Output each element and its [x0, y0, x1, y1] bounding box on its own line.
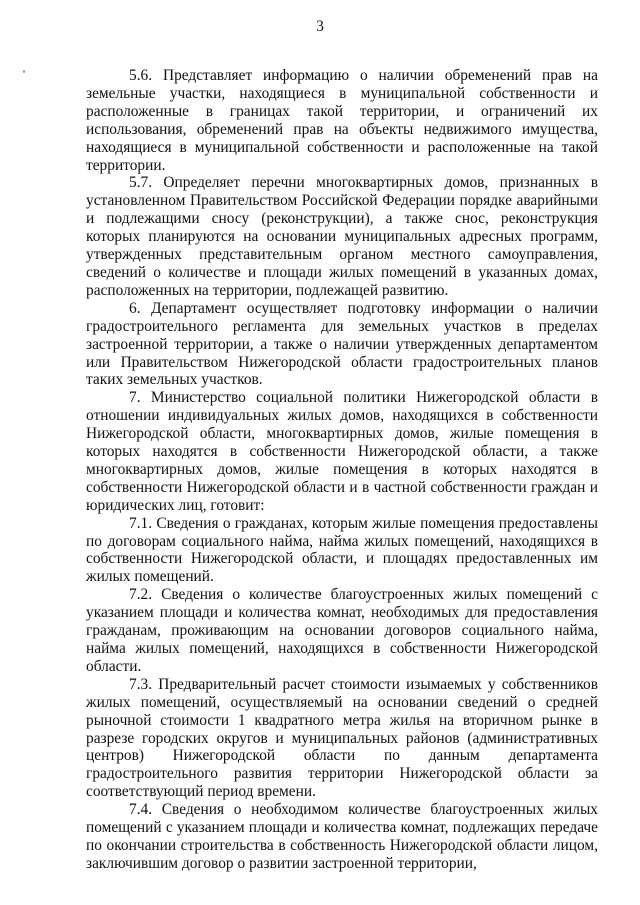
paragraph-5-6: 5.6. Представляет информацию о наличии обременений прав на земельные участки, находящиеся в муниципальной собственности и расположенные в границах такой территории, и ограничений их использования, обременений прав на объекты недвижимого имущества, находящиеся в муниципальной собственности и расположенные на такой территории.	[86, 67, 598, 174]
paragraph-7: 7. Министерство социальной политики Нижегородской области в отношении индивидуальных жилых домов, находящихся в собственности Нижегородской области, многоквартирных домов, жилые помещения в которых находятся в собственности Нижегородской области, а также многоквартирных домов, жилые помещения в которых находятся в собственности Нижегородской области и в частной собственности граждан и юридических лиц, готовит:	[86, 389, 598, 514]
document-body	[86, 67, 598, 873]
paragraph-7-2: 7.2. Сведения о количестве благоустроенных жилых помещений с указанием площади и количества комнат, необходимых для предоставления гражданам, проживающим на основании договоров социального найма, найма жилых помещений, находящихся в собственности Нижегородской области.	[86, 586, 598, 675]
scan-mark	[23, 70, 25, 73]
paragraph-6: 6. Департамент осуществляет подготовку информации о наличии градостроительного регламента для земельных участков в пределах застроенной территории, а также о наличии утвержденных департаментом или Правительством Нижегородской области градостроительных планов таких земельных участков.	[86, 299, 598, 389]
paragraph-5-7: 5.7. Определяет перечни многоквартирных домов, признанных в установленном Правительством Российской Федерации порядке аварийными и подлежащими сносу (реконструкции), а также снос, реконструкция которых планируются на основании муниципальных адресных программ, утвержденных представительным органом местного самоуправления, сведений о количестве и площади жилых помещений в указанных домах, расположенных на территории, подлежащей развитию.	[86, 174, 598, 299]
paragraph-7-3: 7.3. Предварительный расчет стоимости изымаемых у собственников жилых помещений, осуществляемый на основании сведений о средней рыночной стоимости 1 квадратного метра жилья на вторичном рынке в разрезе городских округов и муниципальных районов (административных центров) Нижегородской области по данным департамента градостроительного развития территории Нижегородской области за соответствующий период времени.	[86, 675, 598, 801]
page-number: 3	[316, 18, 324, 35]
paragraph-7-4: 7.4. Сведения о необходимом количестве благоустроенных жилых помещений с указанием площади и количества комнат, подлежащих передаче по окончании строительства в собственность Нижегородской области лицом, заключившим договор о развитии застроенной территории,	[86, 801, 598, 872]
paragraph-7-1: 7.1. Сведения о гражданах, которым жилые помещения предоставлены по договорам социального найма, найма жилых помещений, находящихся в собственности Нижегородской области, и площадях предоставленных им жилых помещений.	[86, 514, 598, 586]
